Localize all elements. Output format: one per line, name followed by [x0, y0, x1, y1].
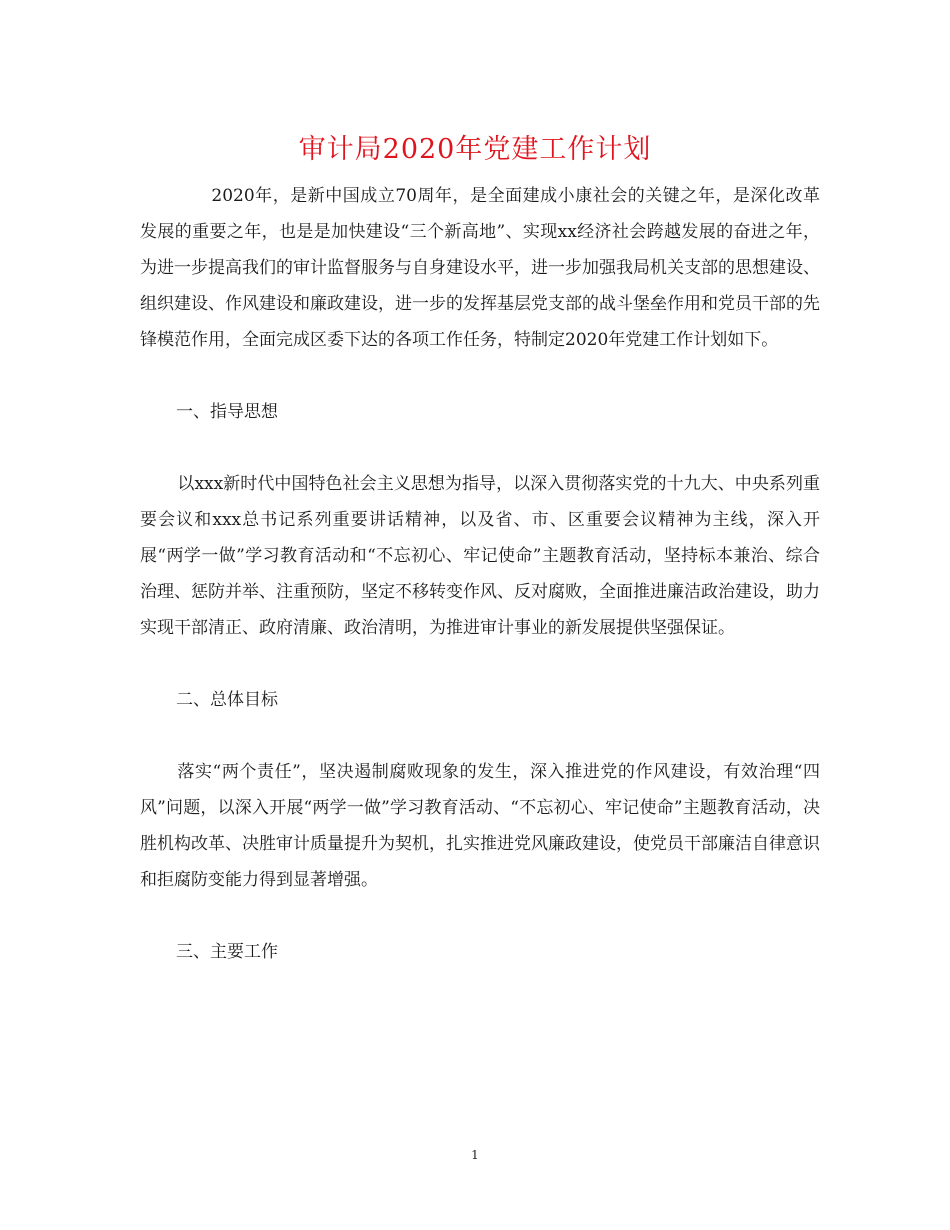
spacer: [140, 718, 820, 754]
section-body-overall-goal: 落实“两个责任”，坚决遏制腐败现象的发生，深入推进党的作风建设，有效治理“四风”问题，以深入开展“两学一做”学习教育活动、“不忘初心、牢记使命”主题教育活动，决胜机构改革、决胜审计质量提升为契机，扎实推进党风廉政建设，使党员干部廉洁自律意识和拒腐防变能力得到显著增强。: [140, 762, 820, 890]
section-heading-main-work: 三、主要工作: [176, 942, 278, 962]
spacer: [140, 430, 820, 466]
document-title: 审计局2020年党建工作计划: [298, 134, 652, 165]
section-heading-overall-goal: 二、总体目标: [176, 690, 278, 710]
intro-paragraph: 2020年，是新中国成立70周年，是全面建成小康社会的关键之年，是深化改革发展的重要之年，也是是加快建设“三个新高地”、实现xx经济社会跨越发展的奋进之年，为进一步提高我们的审计监督服务与自身建设水平，进一步加强我局机关支部的思想建设、组织建设、作风建设和廉政建设，进一步的发挥基层党支部的战斗堡垒作用和党员干部的先锋模范作用，全面完成区委下达的各项工作任务，特制定2020年党建工作计划如下。: [140, 186, 820, 350]
spacer: [140, 646, 820, 682]
spacer: [140, 898, 820, 934]
page-number: 1: [471, 1148, 479, 1162]
document-body: [140, 178, 820, 970]
spacer: [140, 358, 820, 394]
section-body-guiding-ideology: 以xxx新时代中国特色社会主义思想为指导，以深入贯彻落实党的十九大、中央系列重要会议和xxx总书记系列重要讲话精神，以及省、市、区重要会议精神为主线，深入开展“两学一做”学习教育活动和“不忘初心、牢记使命”主题教育活动，坚持标本兼治、综合治理、惩防并举、注重预防，坚定不移转变作风、反对腐败，全面推进廉洁政治建设，助力实现干部清正、政府清廉、政治清明，为推进审计事业的新发展提供坚强保证。: [140, 474, 820, 638]
section-heading-guiding-ideology: 一、指导思想: [176, 402, 278, 422]
